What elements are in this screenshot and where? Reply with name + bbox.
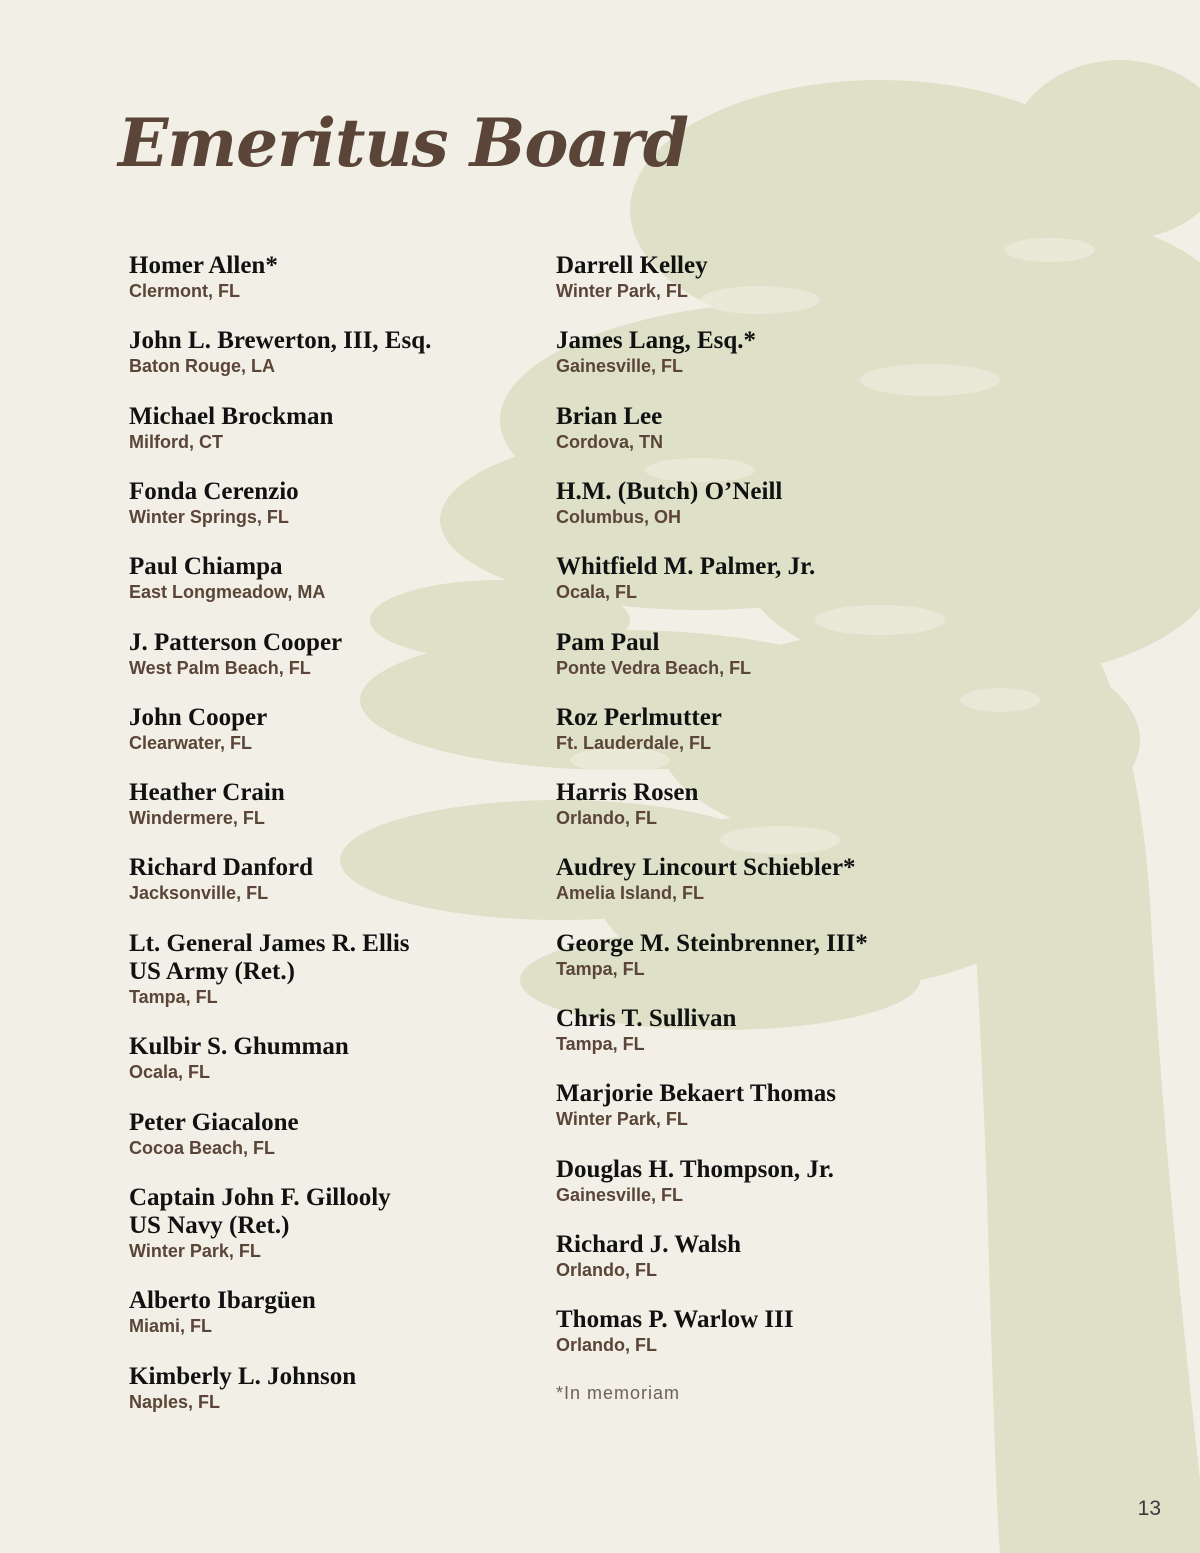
member-name: Paul Chiampa [129, 553, 283, 580]
member-location: Windermere, FL [129, 808, 265, 828]
member-name: Roz Perlmutter [556, 704, 722, 731]
member-location: Orlando, FL [556, 808, 657, 828]
member-entry [556, 1231, 976, 1281]
member-location: Orlando, FL [556, 1335, 657, 1355]
member-entry [129, 403, 549, 453]
member-entry [129, 779, 549, 829]
member-location: West Palm Beach, FL [129, 658, 311, 678]
member-entry [556, 553, 976, 603]
member-location: Ocala, FL [129, 1062, 211, 1082]
member-location: Columbus, OH [556, 507, 681, 527]
member-entry [556, 478, 976, 528]
member-location: Naples, FL [129, 1392, 221, 1412]
member-location: East Longmeadow, MA [129, 582, 326, 602]
member-entry [129, 1363, 549, 1413]
member-entry [129, 1184, 549, 1262]
member-entry [556, 779, 976, 829]
in-memoriam-footnote: *In memoriam [556, 1383, 681, 1403]
member-name-line-2: US Army (Ret.) [129, 958, 295, 985]
member-location: Cocoa Beach, FL [129, 1138, 276, 1158]
member-entry [556, 327, 976, 377]
member-entry [556, 252, 976, 302]
member-entry [129, 854, 549, 904]
member-name: Brian Lee [556, 403, 663, 430]
member-entry [556, 854, 976, 904]
member-name: James Lang, Esq.* [556, 327, 757, 354]
member-name: Captain John F. Gillooly [129, 1184, 391, 1211]
member-location: Winter Park, FL [129, 1241, 261, 1261]
member-entry [129, 252, 549, 302]
member-entry [129, 553, 549, 603]
member-location: Ponte Vedra Beach, FL [556, 658, 752, 678]
member-name: J. Patterson Cooper [129, 629, 343, 656]
member-name: John L. Brewerton, III, Esq. [129, 327, 432, 354]
member-name: Thomas P. Warlow III [556, 1306, 794, 1333]
member-location: Ft. Lauderdale, FL [556, 733, 712, 753]
member-entry [556, 403, 976, 453]
member-location: Tampa, FL [556, 1034, 645, 1054]
member-location: Winter Park, FL [556, 281, 688, 301]
member-name: Kulbir S. Ghumman [129, 1033, 349, 1060]
member-location: Clearwater, FL [129, 733, 253, 753]
member-entry [556, 704, 976, 754]
member-entry [129, 327, 549, 377]
member-location: Tampa, FL [556, 959, 645, 979]
page-number: 13 [1137, 1497, 1161, 1520]
member-location: Gainesville, FL [556, 356, 684, 376]
member-entry [129, 1033, 549, 1083]
member-name: Pam Paul [556, 629, 660, 656]
member-location: Jacksonville, FL [129, 883, 269, 903]
member-name: Douglas H. Thompson, Jr. [556, 1156, 834, 1183]
member-location: Milford, CT [129, 432, 223, 452]
member-entry [556, 629, 976, 679]
member-name: Lt. General James R. Ellis [129, 930, 410, 957]
member-name: Harris Rosen [556, 779, 699, 806]
member-name: John Cooper [129, 704, 268, 731]
member-entry [556, 930, 976, 980]
member-name: Chris T. Sullivan [556, 1005, 737, 1032]
member-entry [556, 1306, 976, 1356]
member-name: Marjorie Bekaert Thomas [556, 1080, 837, 1107]
member-entry [129, 1109, 549, 1159]
member-location: Baton Rouge, LA [129, 356, 275, 376]
member-location: Miami, FL [129, 1316, 213, 1336]
member-location: Orlando, FL [556, 1260, 657, 1280]
member-location: Tampa, FL [129, 987, 218, 1007]
page-title: Emeritus Board [118, 104, 689, 182]
member-entry [129, 629, 549, 679]
member-name: Whitfield M. Palmer, Jr. [556, 553, 816, 580]
member-name: Kimberly L. Johnson [129, 1363, 357, 1390]
member-entry [129, 1287, 549, 1337]
member-location: Ocala, FL [556, 582, 638, 602]
member-location: Clermont, FL [129, 281, 240, 301]
member-entry [129, 930, 549, 1008]
member-name: Alberto Ibargüen [129, 1287, 316, 1314]
member-name: Homer Allen* [129, 252, 278, 279]
member-name: George M. Steinbrenner, III* [556, 930, 868, 957]
member-location: Winter Springs, FL [129, 507, 289, 527]
member-name-line-2: US Navy (Ret.) [129, 1212, 290, 1239]
member-entry [556, 1156, 976, 1206]
member-name: Michael Brockman [129, 403, 334, 430]
member-location: Cordova, TN [556, 432, 664, 452]
member-name: Fonda Cerenzio [129, 478, 299, 505]
member-location: Winter Park, FL [556, 1109, 688, 1129]
member-entry [129, 704, 549, 754]
member-name: Heather Crain [129, 779, 285, 806]
member-name: Peter Giacalone [129, 1109, 299, 1136]
member-entry [556, 1005, 976, 1055]
member-entry [556, 1080, 976, 1130]
member-name: Darrell Kelley [556, 252, 708, 279]
member-location: Gainesville, FL [556, 1185, 684, 1205]
member-entry [129, 478, 549, 528]
member-name: Richard Danford [129, 854, 314, 881]
member-location: Amelia Island, FL [556, 883, 705, 903]
member-name: Audrey Lincourt Schiebler* [556, 854, 856, 881]
member-name: H.M. (Butch) O’Neill [556, 478, 783, 505]
member-name: Richard J. Walsh [556, 1231, 741, 1258]
